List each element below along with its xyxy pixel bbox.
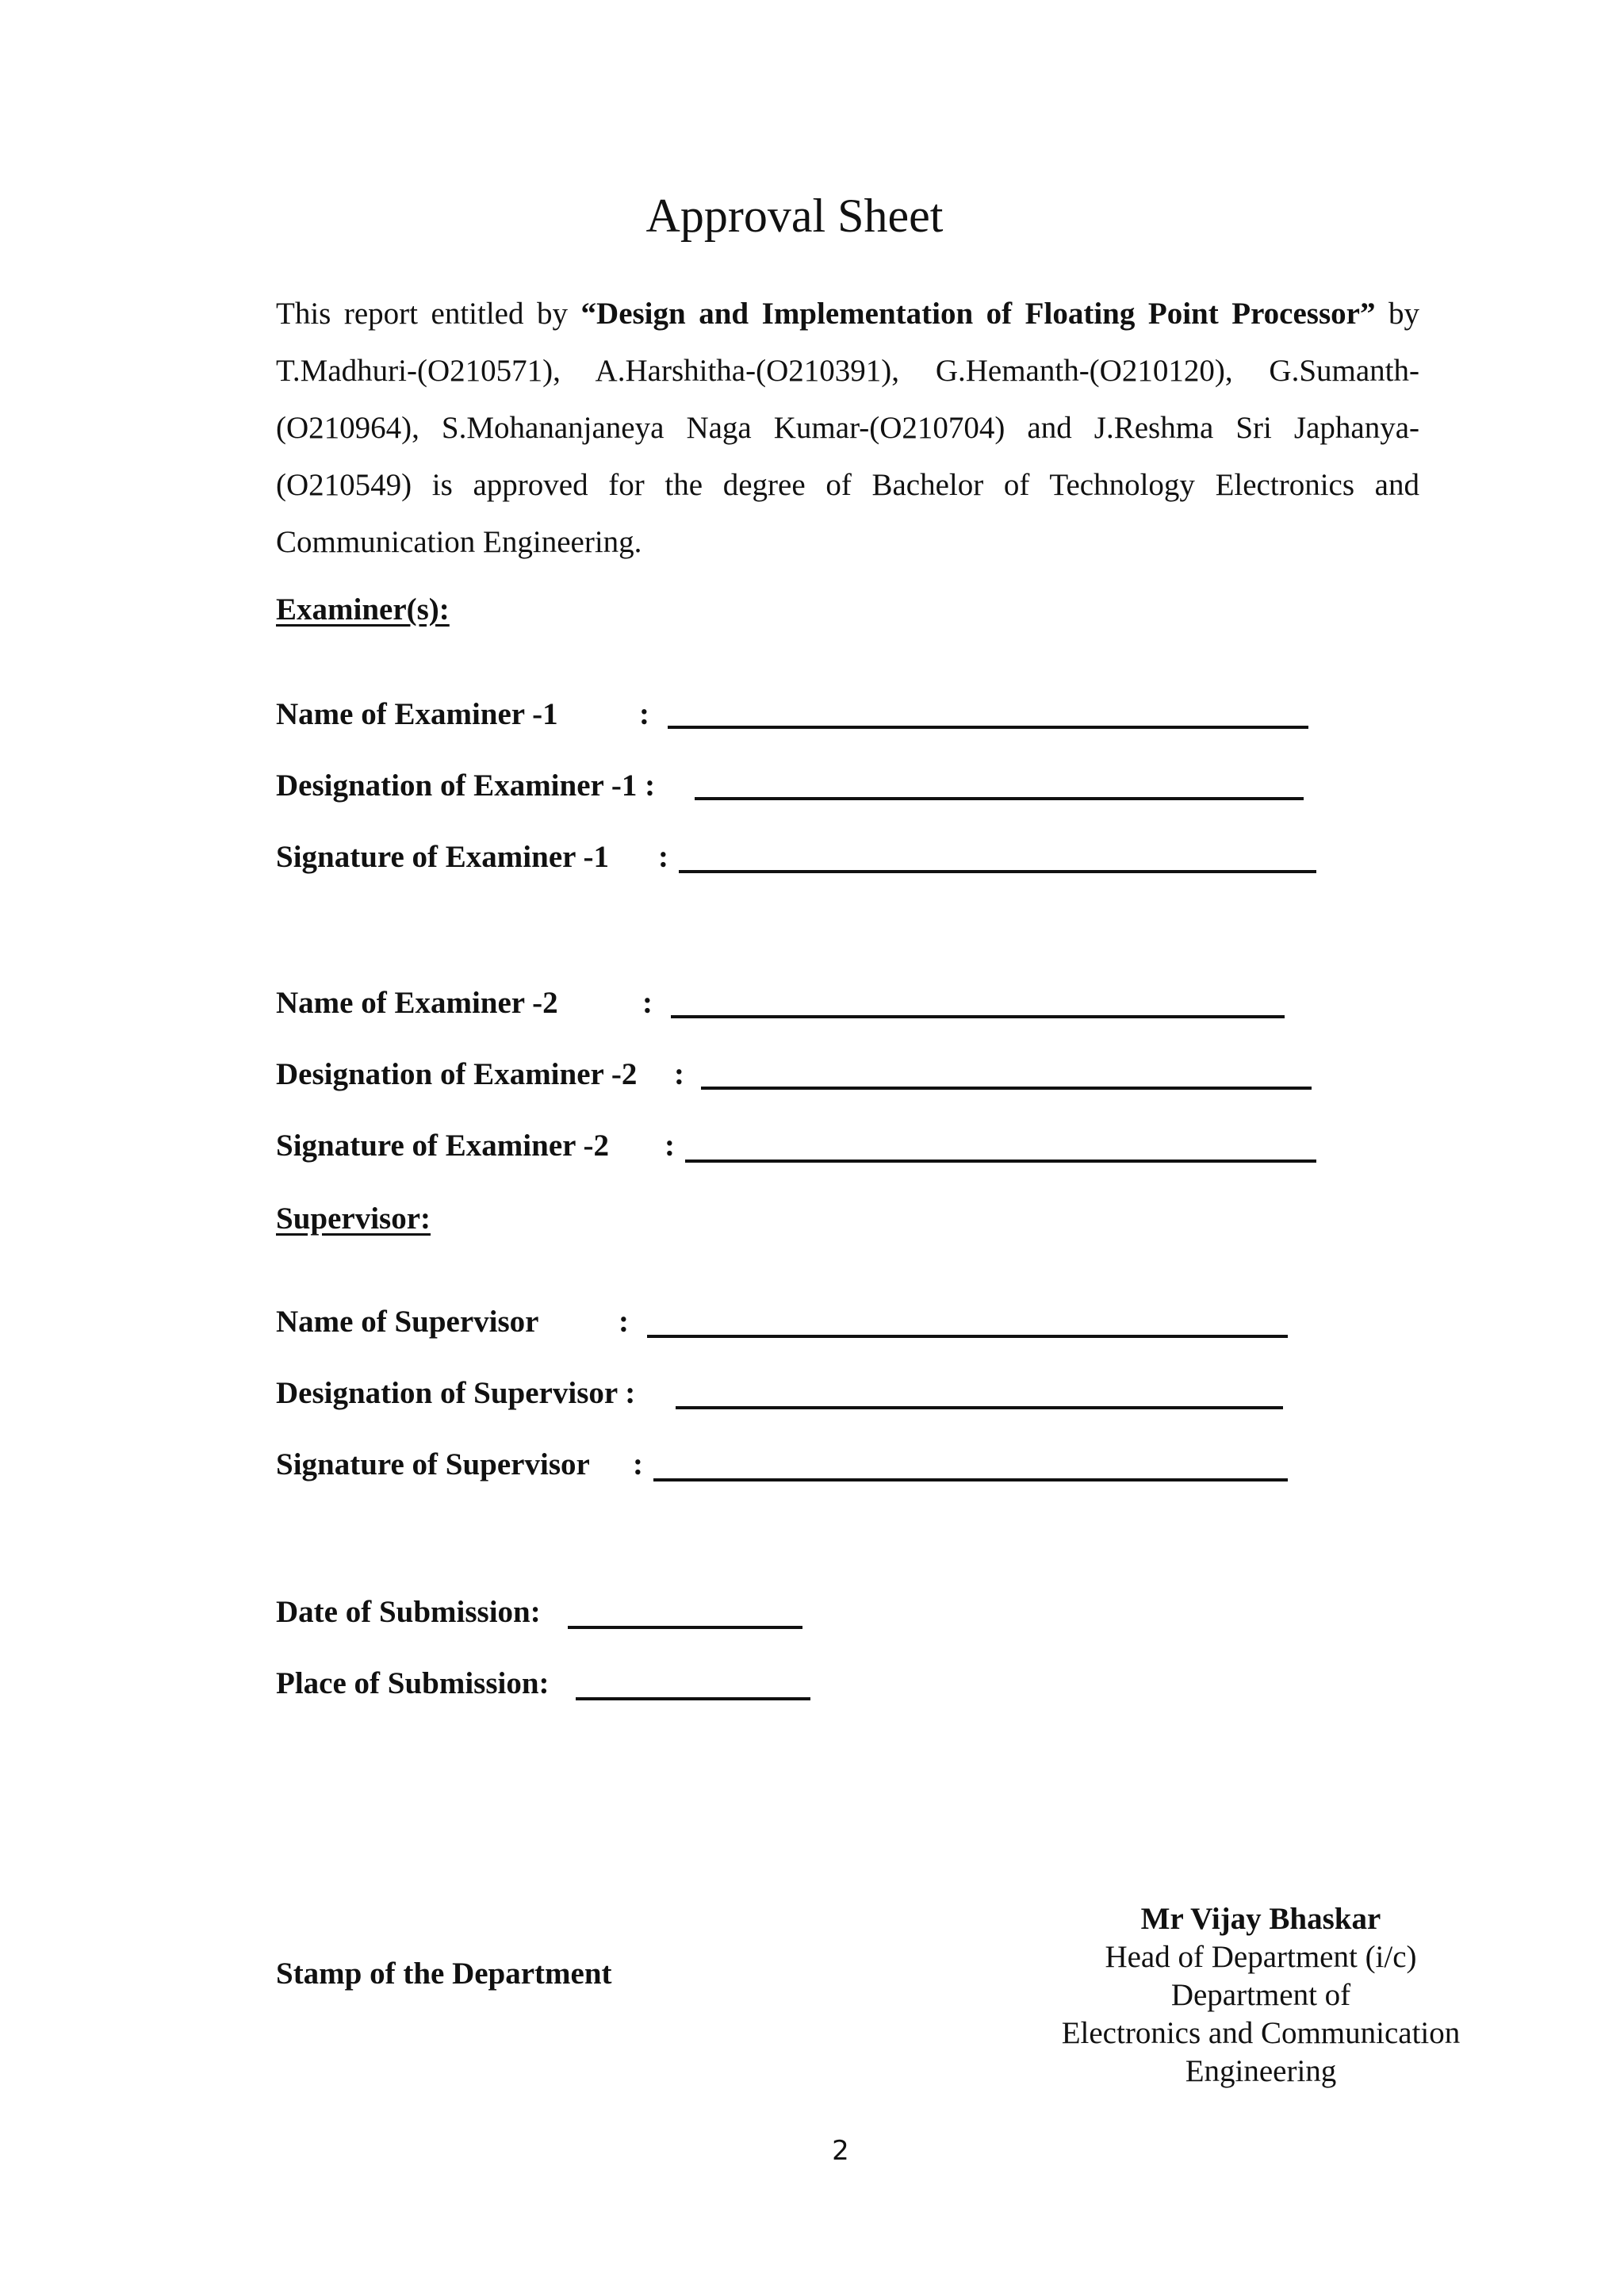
intro-paragraph <box>276 286 1419 571</box>
supervisor-heading: Supervisor: <box>276 1202 431 1236</box>
place-of-submission-field[interactable] <box>576 1697 810 1700</box>
page-number: 2 <box>832 2135 849 2167</box>
examiner1-name-field[interactable] <box>668 726 1308 729</box>
examiner1-designation-label: Designation of Examiner -1 : <box>276 769 656 803</box>
examiner2-name-label: Name of Examiner -2 <box>276 986 558 1020</box>
intro-body: by T.Madhuri-(O210571), A.Harshitha-(O210391), G.Hemanth-(O210120), G.Sumanth-(O210964), S.Mohananjaneya Naga Kumar-(O210704) and J.Reshma Sri Japhanya-(O210549) is approved for the degree of Bachelor of Technology Electronics and Communication Engineering. <box>276 297 1419 559</box>
examiner2-name-colon: : <box>642 986 653 1020</box>
supervisor-signature-field[interactable] <box>653 1478 1288 1481</box>
examiner1-signature-colon: : <box>658 840 668 874</box>
supervisor-designation-label: Designation of Supervisor : <box>276 1376 636 1410</box>
date-of-submission-label: Date of Submission: <box>276 1595 541 1629</box>
intro-prefix: This report entitled by <box>276 297 581 331</box>
examiner2-designation-field[interactable] <box>701 1087 1312 1090</box>
supervisor-name-field[interactable] <box>647 1335 1288 1338</box>
hod-department-line2: Electronics and Communication <box>1061 2016 1461 2050</box>
hod-title: Head of Department (i/c) <box>1105 1940 1417 1974</box>
supervisor-signature-colon: : <box>633 1447 643 1481</box>
supervisor-signature-label: Signature of Supervisor <box>276 1447 590 1481</box>
examiner1-name-label: Name of Examiner -1 <box>276 697 558 731</box>
examiner2-signature-colon: : <box>665 1129 675 1163</box>
place-of-submission-label: Place of Submission: <box>276 1666 550 1700</box>
page-title: Approval Sheet <box>645 190 944 242</box>
supervisor-name-colon: : <box>619 1305 629 1339</box>
examiner1-signature-label: Signature of Examiner -1 <box>276 840 609 874</box>
examiner2-designation-label: Designation of Examiner -2 <box>276 1057 638 1091</box>
hod-department-line3: Engineering <box>1185 2054 1337 2088</box>
report-title: “Design and Implementation of Floating Point Processor” <box>580 297 1376 331</box>
examiner2-designation-colon: : <box>674 1057 684 1091</box>
supervisor-designation-field[interactable] <box>676 1406 1283 1409</box>
hod-name: Mr Vijay Bhaskar <box>1140 1902 1381 1936</box>
examiners-heading: Examiner(s): <box>276 592 450 627</box>
examiner1-signature-field[interactable] <box>679 870 1316 873</box>
hod-department-line1: Department of <box>1170 1978 1351 2012</box>
examiner2-name-field[interactable] <box>671 1015 1285 1018</box>
department-stamp-label: Stamp of the Department <box>276 1957 612 1991</box>
examiner1-designation-field[interactable] <box>695 797 1304 800</box>
examiner2-signature-field[interactable] <box>685 1159 1316 1163</box>
supervisor-name-label: Name of Supervisor <box>276 1305 539 1339</box>
date-of-submission-field[interactable] <box>568 1626 802 1629</box>
hod-signature-block <box>1023 1900 1499 2091</box>
examiner2-signature-label: Signature of Examiner -2 <box>276 1129 609 1163</box>
examiner1-name-colon: : <box>639 697 649 731</box>
